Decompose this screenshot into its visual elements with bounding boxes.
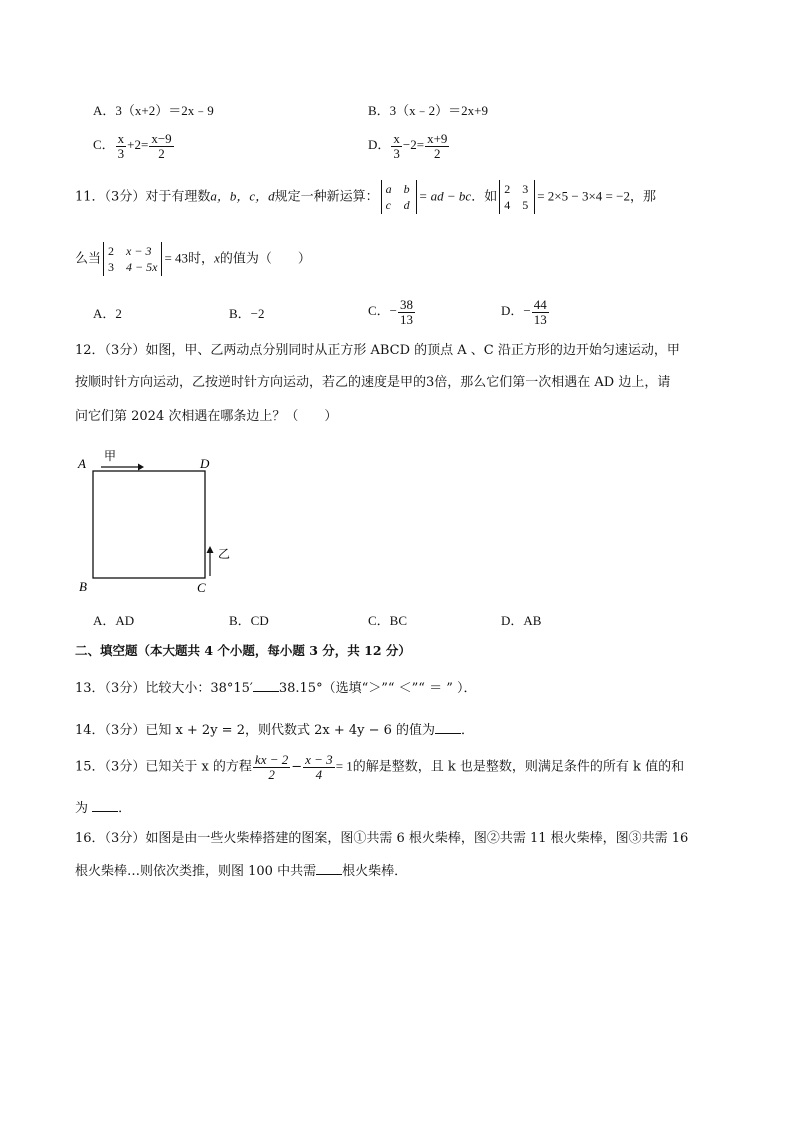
determinant [381,180,417,214]
q12-stem-line3: 问它们第 2024 次相遇在哪条边上？（ ） [75,409,338,424]
vertex-a-label: A [78,456,86,471]
q11-text: ，那 [629,189,656,205]
numerator: kx − 2 [254,752,289,767]
q12-option-c[interactable]: C．BC [368,613,408,628]
fraction [303,753,335,781]
numerator: x − 3 [305,752,333,767]
q10-option-c[interactable] [93,132,175,160]
q11-option-c[interactable] [368,298,416,326]
det-cell: 3 [522,182,529,196]
q12-option-b[interactable]: B．CD [229,613,269,628]
denominator: 3 [117,145,125,161]
q11-var: x [214,250,220,266]
q11-definition: = ad − bc [418,188,472,204]
fraction [391,132,402,160]
q12-stem-line2: 按顺时针方向运动，乙按逆时针方向运动，若乙的速度是甲的3倍，那么它们第一次相遇在 AD 边上，请 [75,375,671,390]
square [93,471,205,578]
option-label: D．− [501,303,531,319]
jia-label: 甲 [104,449,117,463]
det-cell: 4 − 5x [126,260,158,275]
denominator: 2 [158,145,165,161]
q11-example: = 2×5 − 3×4 = −2 [537,188,630,204]
operator: − [291,759,303,775]
q10-option-b[interactable]: B．3（x﹣2）＝2x+9 [368,103,489,118]
fraction [398,298,415,326]
q16-line1: 16．（3分）如图是由一些火柴棒搭建的图案，图①共需 6 根火柴棒，图②共需 11 根火柴棒，图③共需 16 [75,831,689,846]
q13-text: 38.15°（选填“＞”“ ＜”“ ＝ ” ）． [278,681,477,696]
det-cell: 5 [522,198,529,213]
q11-vars: a，b，c，d [210,188,275,204]
q11-text: 的值为（ ） [219,251,311,267]
q11-option-d[interactable] [501,298,550,326]
vertex-d-label: D [200,456,210,471]
q11-stem-line1 [75,180,656,214]
q11-text: 时， [188,251,215,267]
q11-stem-line2 [75,242,311,276]
fraction [149,132,173,160]
numerator: 38 [400,297,414,312]
jia-arrowhead [138,464,144,471]
det-cell: d [403,198,410,213]
answer-blank[interactable] [316,862,342,875]
det-cell: b [403,182,410,196]
option-label: D． [368,137,391,153]
q11-text: 么当 [75,251,102,267]
fraction [253,753,290,781]
numerator: x−9 [151,131,172,146]
vertex-b-label: B [79,579,87,594]
q15-text: 15．（3分）已知关于 x 的方程 [75,759,252,775]
answer-blank[interactable] [92,799,118,812]
q15-text: ． [118,801,132,816]
fraction [425,132,449,160]
det-cell: x − 3 [126,244,152,258]
vertex-c-label: C [197,580,206,595]
q14-text: ． [461,723,475,738]
q11-text: 11．（3分）对于有理数 [75,189,211,205]
determinant [103,242,162,276]
q16-line2 [75,862,407,880]
denominator: 4 [315,766,323,782]
q10-option-a[interactable]: A．3（x+2）＝2x﹣9 [93,103,214,118]
yi-label: 乙 [218,547,231,561]
q11-option-a[interactable]: A．2 [93,306,122,321]
denominator: 2 [433,145,441,161]
q11-text: 规定一种新运算： [274,189,379,205]
numerator: 44 [533,297,547,312]
fraction [116,132,127,160]
denominator: 13 [533,311,547,327]
q10-option-d[interactable] [368,132,450,160]
numerator: x [117,131,125,146]
operator: +2= [127,137,149,153]
q12-stem-line1: 12．（3分）如图，甲、乙两动点分别同时从正方形 ABCD 的顶点 A 、C 沿正方形的边开始匀速运动，甲 [75,343,680,358]
determinant [499,180,535,214]
q12-option-a[interactable]: A．AD [93,613,135,628]
yi-arrowhead [207,546,214,553]
answer-blank[interactable] [253,679,279,692]
det-cell: 3 [108,260,115,275]
denominator: 2 [268,766,275,782]
q15-text: 的解是整数，且 k 也是整数，则满足条件的所有 k 值的和 [352,759,685,775]
denominator: 3 [393,145,400,161]
q11-eq: = 43 [164,250,189,266]
square-figure [76,446,246,598]
numerator: x+9 [427,131,448,146]
option-label: C．− [368,303,398,319]
option-label: C． [93,137,115,153]
det-cell: 2 [108,244,115,258]
det-cell: c [385,198,391,213]
det-cell: 2 [504,182,511,196]
answer-blank[interactable] [435,721,461,734]
q13 [75,679,476,697]
q15-line2 [75,799,131,817]
numerator: x [393,131,400,146]
q16-text: 根火柴棒…则依次类推，则图 100 中共需 [75,864,317,879]
q12-option-d[interactable]: D．AB [501,613,542,628]
q15-text: 为 [75,801,89,816]
det-cell: 4 [504,198,511,213]
denominator: 13 [400,311,414,327]
q15-line1 [75,753,684,781]
q15-eq: = 1 [335,758,353,774]
operator: −2= [402,137,425,153]
q13-text: 13．（3分）比较大小：38°15′ [75,681,253,696]
section-heading: 二、填空题（本大题共 4 个小题，每小题 3 分，共 12 分） [75,643,411,658]
q11-text: ．如 [471,189,498,205]
q11-option-b[interactable]: B．−2 [229,306,265,321]
q14 [75,721,474,739]
square-svg [76,446,246,598]
fraction [532,298,549,326]
q16-text: 根火柴棒． [342,864,408,879]
det-cell: a [385,182,392,196]
q14-text: 14．（3分）已知 x + 2y = 2，则代数式 2x + 4y − 6 的值为 [75,723,436,738]
